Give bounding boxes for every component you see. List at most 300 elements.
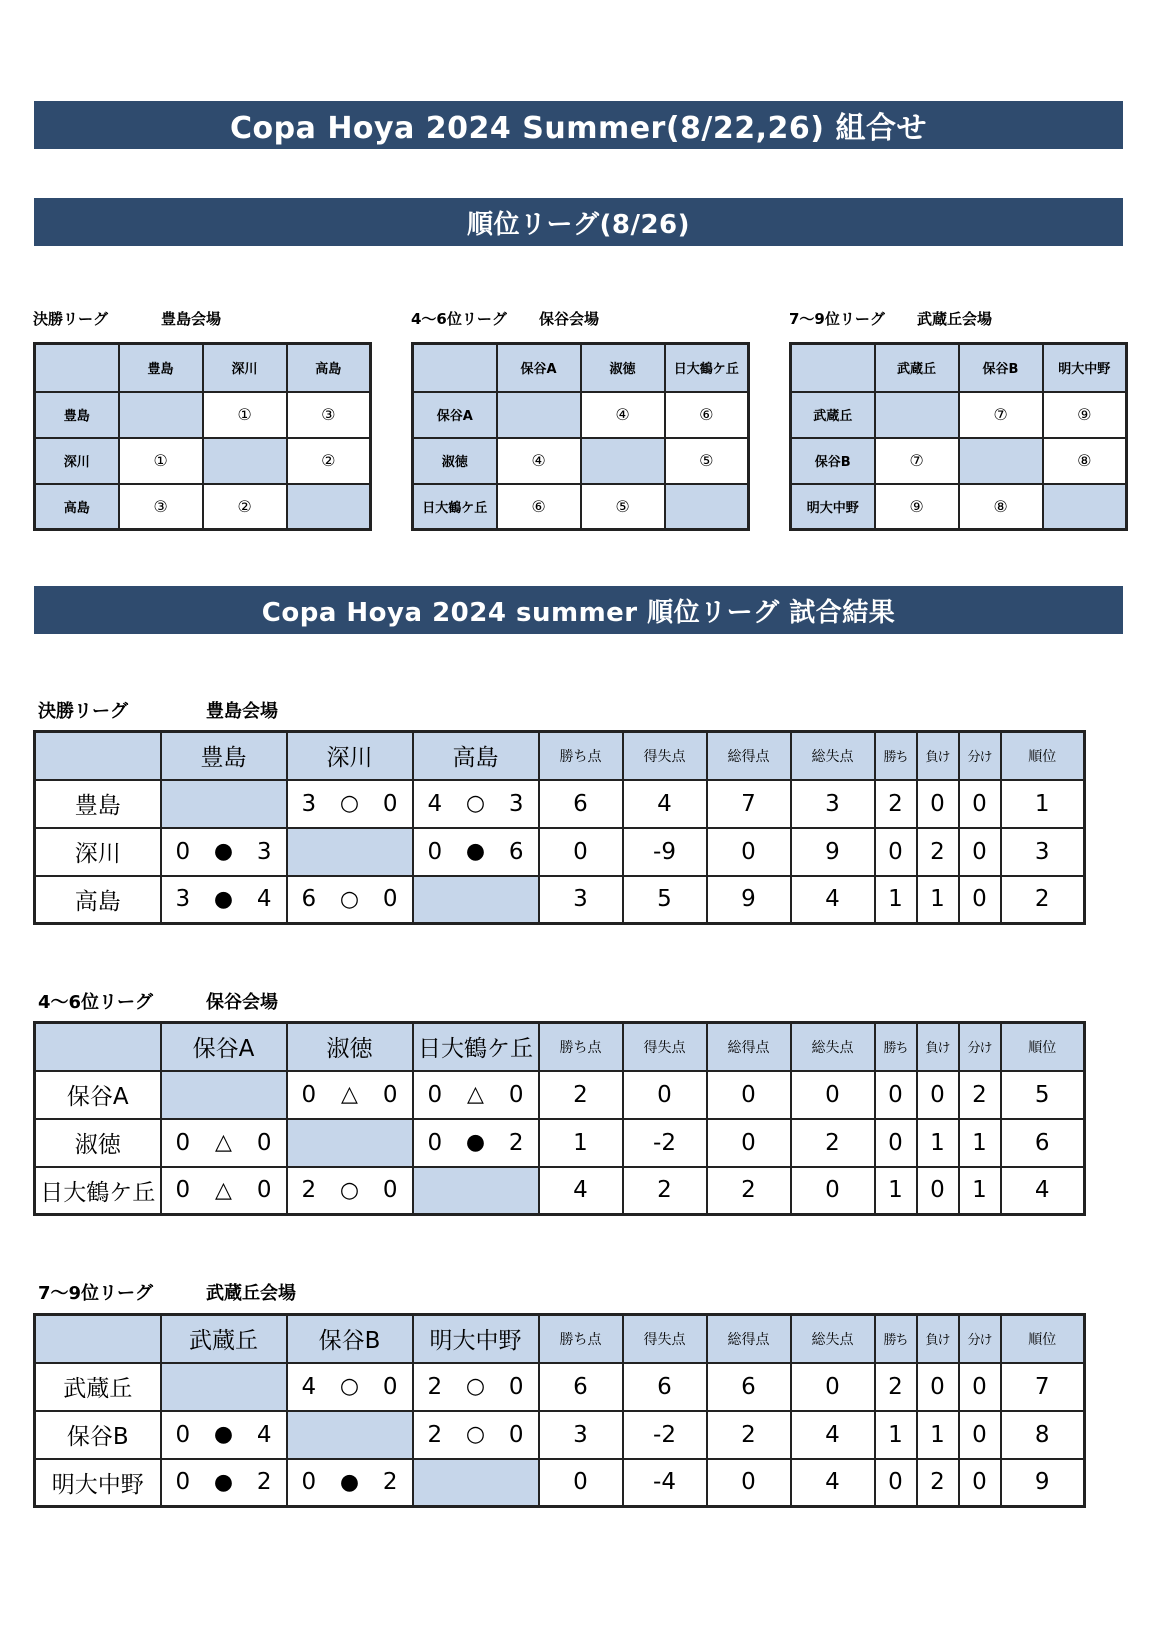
result-mark: ●: [213, 886, 234, 912]
schedule-row: [413, 438, 749, 484]
stat-column-header: 負け: [917, 732, 959, 780]
team-row-header: 保谷B: [791, 438, 875, 484]
main-title-banner: [34, 101, 1123, 149]
result-mark: △: [467, 1082, 484, 1107]
stat-value-cell: 2: [1001, 876, 1085, 924]
self-match-cell: [161, 780, 287, 828]
match-score-cell: [287, 1071, 413, 1119]
league-name: 4～6位リーグ: [38, 992, 154, 1013]
venue-name: 保谷会場: [206, 992, 278, 1013]
team-row-header: 武蔵丘: [791, 392, 875, 438]
stat-column-header: 順位: [1001, 1315, 1085, 1363]
stat-column-header: 負け: [917, 1023, 959, 1071]
self-match-cell: [161, 1071, 287, 1119]
score-for: 0: [427, 1081, 443, 1108]
match-score-cell: [287, 1459, 413, 1507]
match-score: [288, 1469, 412, 1495]
team-column-header: 深川: [287, 732, 413, 780]
stat-column-header: 勝ち: [875, 1023, 917, 1071]
score-for: 4: [427, 790, 443, 817]
stat-value-cell: 2: [707, 1167, 791, 1215]
match-score: [288, 791, 412, 817]
match-number-cell: ⑦: [875, 438, 959, 484]
result-mark: ●: [213, 839, 234, 864]
schedule-caption: [411, 308, 747, 328]
match-score-cell: [413, 1363, 539, 1411]
team-column-header: 明大中野: [413, 1315, 539, 1363]
stat-value-cell: 3: [539, 876, 623, 924]
match-number-cell: ⑥: [665, 392, 749, 438]
score-for: 0: [427, 1129, 443, 1156]
score-for: 6: [301, 886, 317, 913]
stat-value-cell: 2: [875, 1363, 917, 1411]
team-row-header: 豊島: [35, 780, 161, 828]
match-number-cell: ③: [119, 484, 203, 530]
match-number-cell: ④: [581, 392, 665, 438]
stat-value-cell: 6: [1001, 1119, 1085, 1167]
schedule-header-row: [35, 344, 371, 392]
stat-value-cell: 0: [917, 1071, 959, 1119]
stat-column-header: 負け: [917, 1315, 959, 1363]
stat-value-cell: 6: [539, 780, 623, 828]
self-match-cell: [875, 392, 959, 438]
result-mark: ●: [213, 1422, 234, 1447]
team-column-header: 淑徳: [287, 1023, 413, 1071]
stat-column-header: 分け: [959, 732, 1001, 780]
match-score-cell: [287, 1167, 413, 1215]
league-name: 7～9位リーグ: [38, 1283, 154, 1304]
self-match-cell: [497, 392, 581, 438]
stat-value-cell: 0: [707, 1119, 791, 1167]
schedule-row: [413, 484, 749, 530]
main-title: Copa Hoya 2024 Summer(8/22,26) 組合せ: [230, 111, 927, 146]
schedule-table: [789, 342, 1128, 531]
match-number-cell: ⑦: [959, 392, 1043, 438]
stat-value-cell: 3: [1001, 828, 1085, 876]
league-name: 4～6位リーグ: [411, 310, 507, 328]
stat-column-header: 総失点: [791, 1315, 875, 1363]
schedule-table: [33, 342, 372, 531]
result-mark: ○: [465, 1422, 486, 1447]
stat-value-cell: 1: [875, 1167, 917, 1215]
results-header-row: [35, 1023, 1085, 1071]
match-score-cell: [161, 1459, 287, 1507]
stat-value-cell: 6: [707, 1363, 791, 1411]
score-for: 0: [427, 838, 443, 865]
results-header-row: [35, 1315, 1085, 1363]
match-number-cell: ④: [497, 438, 581, 484]
self-match-cell: [665, 484, 749, 530]
score-for: 0: [175, 1177, 191, 1204]
team-row-header: 保谷A: [413, 392, 497, 438]
stat-value-cell: 0: [917, 780, 959, 828]
match-score-cell: [413, 828, 539, 876]
match-score: [414, 1374, 538, 1400]
score-against: 0: [382, 1373, 398, 1400]
score-for: 2: [301, 1177, 317, 1204]
stat-column-header: 総得点: [707, 1023, 791, 1071]
match-score-cell: [161, 1167, 287, 1215]
stat-value-cell: 0: [875, 1459, 917, 1507]
match-score: [414, 1422, 538, 1448]
result-mark: ●: [465, 839, 486, 864]
venue-name: 武蔵丘会場: [917, 310, 993, 328]
match-number-cell: ⑧: [1043, 438, 1127, 484]
stat-column-header: 分け: [959, 1315, 1001, 1363]
stat-value-cell: 1: [1001, 780, 1085, 828]
stat-value-cell: -2: [623, 1119, 707, 1167]
match-score: [288, 886, 412, 912]
schedule-row: [413, 392, 749, 438]
team-column-header: 保谷A: [497, 344, 581, 392]
team-row-header: 高島: [35, 484, 119, 530]
stat-value-cell: 1: [959, 1119, 1001, 1167]
team-column-header: 日大鶴ケ丘: [413, 1023, 539, 1071]
results-table: [33, 730, 1086, 925]
score-against: 0: [508, 1081, 524, 1108]
team-row-header: 保谷B: [35, 1411, 161, 1459]
venue-name: 豊島会場: [161, 310, 222, 328]
result-mark: ○: [339, 1374, 360, 1399]
stat-value-cell: 6: [623, 1363, 707, 1411]
stat-value-cell: 0: [875, 828, 917, 876]
self-match-cell: [203, 438, 287, 484]
match-number-cell: ①: [203, 392, 287, 438]
results-row: [35, 780, 1085, 828]
self-match-cell: [581, 438, 665, 484]
match-number-cell: ⑥: [497, 484, 581, 530]
results-row: [35, 876, 1085, 924]
result-mark: △: [215, 1177, 232, 1203]
match-score-cell: [161, 1119, 287, 1167]
stat-value-cell: 0: [707, 1071, 791, 1119]
score-against: 4: [256, 1421, 272, 1448]
results-title: Copa Hoya 2024 summer 順位リーグ 試合結果: [261, 597, 896, 628]
stat-value-cell: 2: [917, 828, 959, 876]
match-score-cell: [287, 1363, 413, 1411]
schedule-row: [35, 484, 371, 530]
score-against: 0: [508, 1421, 524, 1448]
stat-value-cell: 2: [539, 1071, 623, 1119]
stat-value-cell: 4: [791, 1459, 875, 1507]
team-row-header: 日大鶴ケ丘: [35, 1167, 161, 1215]
corner-cell: [413, 344, 497, 392]
stat-value-cell: 9: [791, 828, 875, 876]
corner-cell: [35, 1023, 161, 1071]
match-score-cell: [287, 876, 413, 924]
stat-value-cell: 5: [1001, 1071, 1085, 1119]
match-score: [162, 1130, 286, 1156]
stat-column-header: 勝ち点: [539, 1023, 623, 1071]
stat-column-header: 得失点: [623, 1315, 707, 1363]
stat-value-cell: 1: [539, 1119, 623, 1167]
results-row: [35, 1167, 1085, 1215]
match-score: [162, 839, 286, 865]
stat-value-cell: 9: [707, 876, 791, 924]
score-against: 0: [382, 886, 398, 913]
match-score: [162, 1177, 286, 1203]
score-for: 0: [301, 1469, 317, 1496]
stat-value-cell: 0: [959, 1459, 1001, 1507]
team-column-header: 武蔵丘: [875, 344, 959, 392]
stat-value-cell: 7: [707, 780, 791, 828]
stat-value-cell: 0: [539, 828, 623, 876]
team-column-header: 豊島: [119, 344, 203, 392]
score-against: 6: [508, 838, 524, 865]
stat-value-cell: 1: [959, 1167, 1001, 1215]
schedule-table: [411, 342, 750, 531]
match-score-cell: [161, 1411, 287, 1459]
team-column-header: 保谷A: [161, 1023, 287, 1071]
team-row-header: 深川: [35, 438, 119, 484]
stat-value-cell: 6: [539, 1363, 623, 1411]
stat-value-cell: 1: [875, 1411, 917, 1459]
results-table: [33, 1021, 1086, 1216]
stat-value-cell: -9: [623, 828, 707, 876]
score-for: 0: [175, 1469, 191, 1496]
self-match-cell: [287, 828, 413, 876]
score-against: 3: [256, 838, 272, 865]
match-number-cell: ⑨: [875, 484, 959, 530]
score-against: 0: [508, 1373, 524, 1400]
match-score: [414, 1082, 538, 1108]
corner-cell: [35, 732, 161, 780]
stat-column-header: 勝ち点: [539, 1315, 623, 1363]
results-table: [33, 1313, 1086, 1508]
stat-value-cell: 0: [959, 1411, 1001, 1459]
schedule-caption: [33, 308, 369, 328]
team-row-header: 淑徳: [413, 438, 497, 484]
score-for: 0: [301, 1081, 317, 1108]
score-for: 3: [301, 790, 317, 817]
result-mark: ○: [339, 886, 360, 912]
league-name: 決勝リーグ: [33, 310, 109, 328]
team-row-header: 高島: [35, 876, 161, 924]
team-column-header: 保谷B: [287, 1315, 413, 1363]
stat-value-cell: 9: [1001, 1459, 1085, 1507]
match-score: [162, 1422, 286, 1448]
stat-value-cell: 0: [875, 1119, 917, 1167]
stat-value-cell: 5: [623, 876, 707, 924]
score-against: 4: [256, 886, 272, 913]
schedule-row: [791, 392, 1127, 438]
self-match-cell: [161, 1363, 287, 1411]
match-number-cell: ⑤: [581, 484, 665, 530]
team-column-header: 日大鶴ケ丘: [665, 344, 749, 392]
match-score: [162, 1469, 286, 1495]
corner-cell: [35, 1315, 161, 1363]
match-score-cell: [413, 1119, 539, 1167]
self-match-cell: [287, 1411, 413, 1459]
match-number-cell: ③: [287, 392, 371, 438]
result-mark: △: [341, 1082, 358, 1107]
team-row-header: 武蔵丘: [35, 1363, 161, 1411]
stat-value-cell: 4: [791, 1411, 875, 1459]
self-match-cell: [959, 438, 1043, 484]
stat-value-cell: 1: [875, 876, 917, 924]
score-against: 2: [256, 1469, 272, 1496]
match-score-cell: [413, 1411, 539, 1459]
team-row-header: 明大中野: [35, 1459, 161, 1507]
stat-value-cell: 7: [1001, 1363, 1085, 1411]
score-for: 2: [427, 1421, 443, 1448]
stat-column-header: 分け: [959, 1023, 1001, 1071]
results-caption: [38, 697, 438, 721]
self-match-cell: [413, 1167, 539, 1215]
result-mark: ○: [465, 1374, 486, 1399]
stat-value-cell: 2: [875, 780, 917, 828]
stat-value-cell: 0: [959, 1363, 1001, 1411]
results-caption: [38, 1279, 438, 1303]
score-for: 0: [175, 1421, 191, 1448]
match-number-cell: ②: [203, 484, 287, 530]
match-score-cell: [287, 780, 413, 828]
stat-value-cell: 0: [959, 876, 1001, 924]
match-score-cell: [413, 780, 539, 828]
stat-value-cell: 0: [791, 1167, 875, 1215]
self-match-cell: [287, 484, 371, 530]
result-mark: ●: [465, 1130, 486, 1155]
stat-value-cell: 4: [539, 1167, 623, 1215]
stat-column-header: 勝ち: [875, 732, 917, 780]
stat-value-cell: 0: [791, 1071, 875, 1119]
team-column-header: 淑徳: [581, 344, 665, 392]
match-score-cell: [161, 828, 287, 876]
team-column-header: 保谷B: [959, 344, 1043, 392]
match-score-cell: [161, 876, 287, 924]
stat-value-cell: 1: [917, 876, 959, 924]
team-row-header: 明大中野: [791, 484, 875, 530]
venue-name: 豊島会場: [206, 701, 278, 722]
match-number-cell: ⑧: [959, 484, 1043, 530]
score-against: 0: [256, 1129, 272, 1156]
results-row: [35, 828, 1085, 876]
stat-value-cell: 2: [623, 1167, 707, 1215]
score-against: 0: [256, 1177, 272, 1204]
match-number-cell: ⑨: [1043, 392, 1127, 438]
result-mark: ●: [339, 1469, 360, 1495]
score-against: 0: [382, 1177, 398, 1204]
stat-value-cell: 0: [959, 780, 1001, 828]
stat-value-cell: 0: [623, 1071, 707, 1119]
team-column-header: 豊島: [161, 732, 287, 780]
score-against: 3: [508, 790, 524, 817]
stat-value-cell: 8: [1001, 1411, 1085, 1459]
results-row: [35, 1411, 1085, 1459]
league-name: 7～9位リーグ: [789, 310, 885, 328]
stat-column-header: 総得点: [707, 1315, 791, 1363]
match-score: [288, 1374, 412, 1400]
team-column-header: 明大中野: [1043, 344, 1127, 392]
result-mark: ○: [339, 791, 360, 816]
rank-league-banner: [34, 198, 1123, 246]
stat-value-cell: 2: [791, 1119, 875, 1167]
team-row-header: 淑徳: [35, 1119, 161, 1167]
results-banner: [34, 586, 1123, 634]
result-mark: ○: [465, 791, 486, 816]
result-mark: △: [215, 1130, 232, 1155]
match-score: [162, 886, 286, 912]
stat-column-header: 順位: [1001, 732, 1085, 780]
results-row: [35, 1459, 1085, 1507]
score-for: 0: [175, 838, 191, 865]
team-row-header: 日大鶴ケ丘: [413, 484, 497, 530]
results-row: [35, 1363, 1085, 1411]
venue-name: 武蔵丘会場: [206, 1283, 296, 1304]
stat-value-cell: 1: [917, 1119, 959, 1167]
stat-value-cell: 3: [539, 1411, 623, 1459]
schedule-header-row: [413, 344, 749, 392]
venue-name: 保谷会場: [539, 310, 600, 328]
stat-column-header: 総失点: [791, 1023, 875, 1071]
self-match-cell: [119, 392, 203, 438]
stat-value-cell: 1: [917, 1411, 959, 1459]
stat-column-header: 総失点: [791, 732, 875, 780]
match-number-cell: ②: [287, 438, 371, 484]
score-for: 4: [301, 1373, 317, 1400]
stat-value-cell: 0: [959, 828, 1001, 876]
result-mark: ●: [213, 1469, 234, 1495]
score-for: 3: [175, 886, 191, 913]
match-score: [288, 1177, 412, 1203]
stat-value-cell: 4: [1001, 1167, 1085, 1215]
schedule-row: [791, 438, 1127, 484]
stat-value-cell: 2: [959, 1071, 1001, 1119]
schedule-row: [35, 438, 371, 484]
stat-value-cell: 0: [917, 1363, 959, 1411]
match-number-cell: ⑤: [665, 438, 749, 484]
stat-value-cell: 4: [791, 876, 875, 924]
league-name: 決勝リーグ: [38, 701, 128, 722]
stat-value-cell: 0: [707, 828, 791, 876]
score-against: 0: [382, 790, 398, 817]
stat-value-cell: -2: [623, 1411, 707, 1459]
schedule-row: [35, 392, 371, 438]
stat-column-header: 総得点: [707, 732, 791, 780]
self-match-cell: [287, 1119, 413, 1167]
self-match-cell: [413, 876, 539, 924]
stat-value-cell: 0: [707, 1459, 791, 1507]
stat-value-cell: 0: [875, 1071, 917, 1119]
stat-value-cell: 4: [623, 780, 707, 828]
match-score: [414, 839, 538, 865]
team-row-header: 豊島: [35, 392, 119, 438]
score-against: 0: [382, 1081, 398, 1108]
corner-cell: [791, 344, 875, 392]
results-caption: [38, 988, 438, 1012]
stat-value-cell: 2: [707, 1411, 791, 1459]
match-number-cell: ①: [119, 438, 203, 484]
score-against: 2: [382, 1469, 398, 1496]
schedule-header-row: [791, 344, 1127, 392]
results-header-row: [35, 732, 1085, 780]
match-score-cell: [413, 1071, 539, 1119]
stat-column-header: 得失点: [623, 1023, 707, 1071]
stat-column-header: 順位: [1001, 1023, 1085, 1071]
stat-column-header: 得失点: [623, 732, 707, 780]
team-row-header: 保谷A: [35, 1071, 161, 1119]
stat-column-header: 勝ち: [875, 1315, 917, 1363]
self-match-cell: [413, 1459, 539, 1507]
score-against: 2: [508, 1129, 524, 1156]
stat-column-header: 勝ち点: [539, 732, 623, 780]
results-row: [35, 1071, 1085, 1119]
schedule-row: [791, 484, 1127, 530]
score-for: 2: [427, 1373, 443, 1400]
score-for: 0: [175, 1129, 191, 1156]
team-column-header: 武蔵丘: [161, 1315, 287, 1363]
stat-value-cell: 0: [539, 1459, 623, 1507]
